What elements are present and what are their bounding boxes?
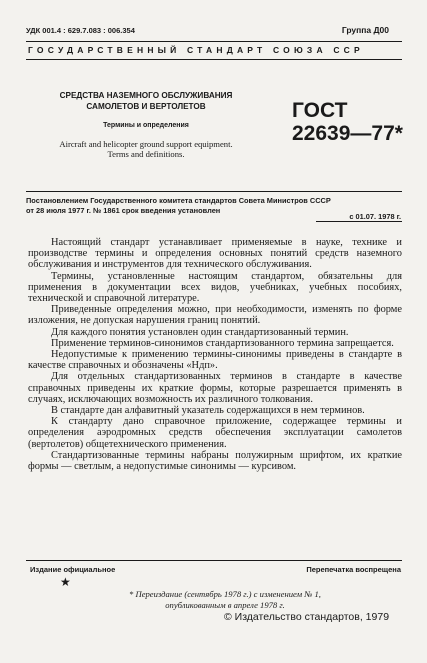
reissue-note [100,589,350,611]
body-paragraph: Применение терминов-синонимов стандартизованного термина запрещается. [51,337,394,349]
effective-date-underline [316,221,402,222]
state-standard-banner: ГОСУДАРСТВЕННЫЙ СТАНДАРТ СОЮЗА ССР [28,45,364,55]
effective-date: с 01.07. 1978 г. [349,212,401,221]
footer-rule [26,560,402,561]
english-title-line: Aircraft and helicopter ground support equipment. [59,139,233,149]
decree-text [26,196,402,216]
star-icon: ★ [60,575,71,589]
document-subtitle: Термины и определения [103,122,189,129]
reprint-prohibited-label: Перепечатка воспрещена [306,565,401,574]
body-paragraph: Приведенные определения можно, при необходимости, изменять по форме изложения, не допуская нарушения границ понятий. [28,304,402,327]
body-paragraph: Недопустимые к применению термины-синонимы приведены в стандарте в качестве справочных и обозначены «Ндп». [28,349,402,372]
udk-code: УДК 001.4 : 629.7.083 : 006.354 [26,26,135,35]
gost-number [292,99,403,145]
reissue-line: * Переиздание (сентябрь 1978 г.) с изменением № 1, [129,589,321,599]
english-title [30,139,262,159]
header-rule-top [26,41,402,42]
body-paragraph: Стандартизованные термины набраны полужирным шрифтом, их краткие формы — светлым, а недопустимые синонимы — курсивом. [28,449,402,473]
body-paragraph: Термины, установленные настоящим стандартом, обязательны для применения в документации всех видов, учебниках, учебных пособиях, технической и справочной литературе. [28,270,402,305]
gost-code: 22639—77* [292,122,403,145]
title-line: СРЕДСТВА НАЗЕМНОГО ОБСЛУЖИВАНИЯ [59,91,233,100]
english-title-line: Terms and definitions. [107,149,185,159]
body-paragraph: Настоящий стандарт устанавливает применяемые в науке, технике и производстве термины и определения основных понятий средств наземного обслуживания и инструментов для технического обслуживания. [28,237,402,271]
gost-label: ГОСТ [292,99,348,122]
document-title [30,90,262,112]
body-paragraph: Для отдельных стандартизованных терминов в стандарте в качестве справочных приведены их краткие формы, которые разрешается применять в случаях, исключающих возможность их различного толкования. [28,371,402,405]
decree-rule [26,191,402,192]
header-rule-bottom [26,59,402,60]
copyright-notice: © Издательство стандартов, 1979 [224,611,390,623]
official-edition-label: Издание официальное [30,565,116,574]
title-line: САМОЛЕТОВ И ВЕРТОЛЕТОВ [86,102,206,111]
body-paragraph: К стандарту дано справочное приложение, содержащее термины и определения аэродромных средств обеспечения эксплуатации самолетов (вертолетов) общетехнического применения. [28,416,402,450]
decree-line: Постановлением Государственного комитета стандартов Совета Министров СССР [26,196,331,205]
decree-line: от 28 июля 1977 г. № 1861 срок введения установлен [26,206,221,215]
body-paragraph: В стандарте дан алфавитный указатель содержащихся в нем терминов. [51,405,365,417]
body-text [28,237,402,472]
body-paragraph: Для каждого понятия установлен один стандартизованный термин. [51,326,349,338]
group-code: Группа Д00 [341,25,389,35]
reissue-line: опубликованным в апреле 1978 г. [165,600,285,610]
